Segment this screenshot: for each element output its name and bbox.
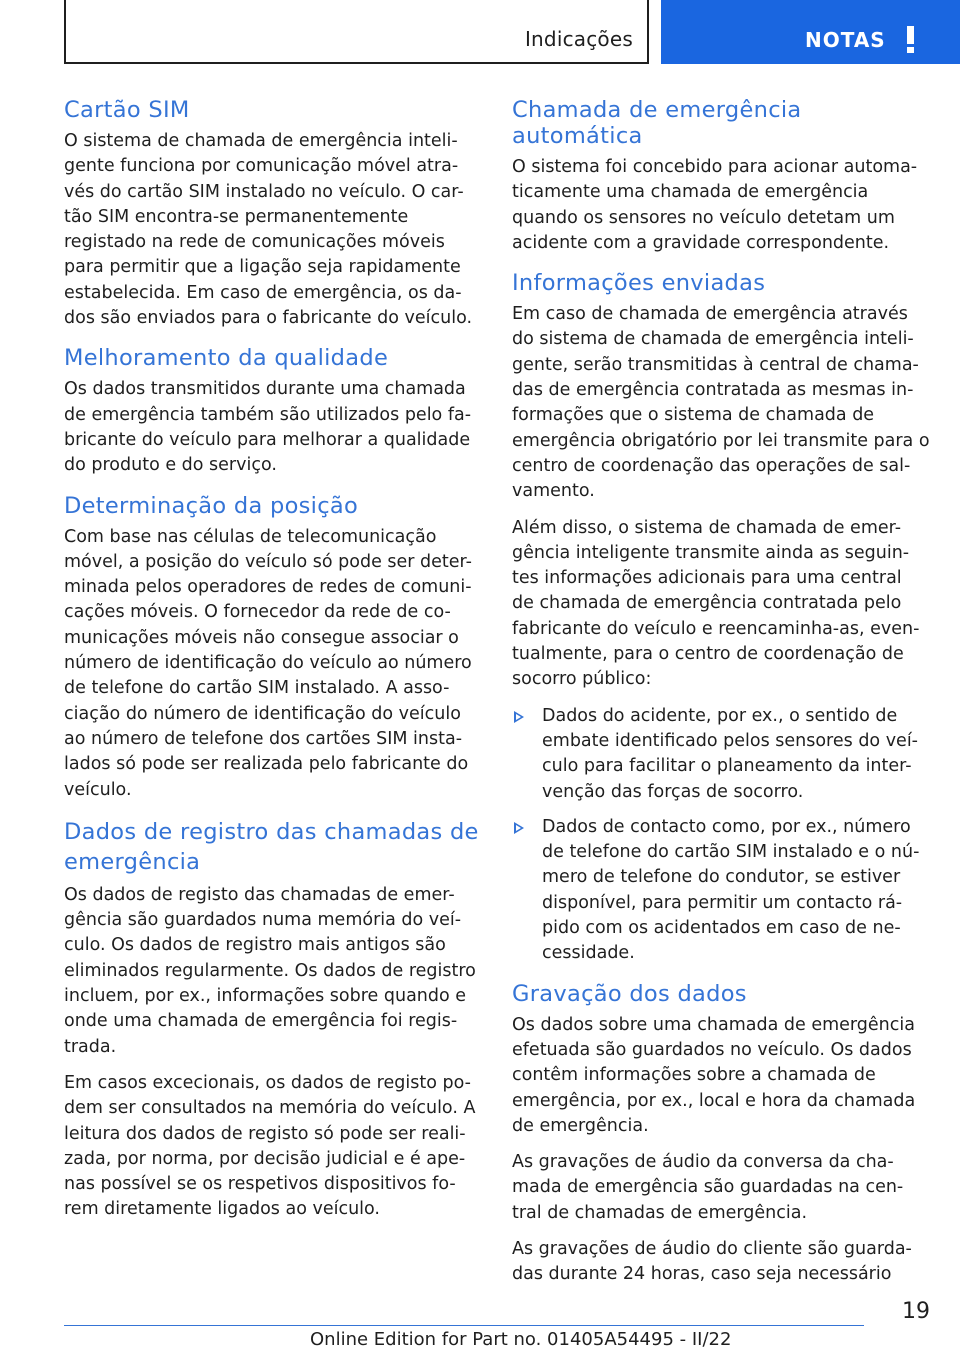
body-paragraph: Em casos excecionais, os dados de registo po- dem ser consultados na memória do veículo. A leitura dos dados de registo só pode ser reali- zada, por norma, por decisão judicial e é ape- nas possível se os respetivos dispositivos fo- rem diretamente ligados ao veículo.: [64, 1072, 476, 1220]
section-heading: Dados de registro das chamadas de emergência: [64, 818, 479, 875]
body-paragraph: Além disso, o sistema de chamada de emer- gência inteligente transmite ainda as seguin- tes informações adicionais para uma central de chamada de emergência contratada pelo fabricante do veículo e reencaminha-as, even- tualmente, para o centro de coordenação de socorro público:: [512, 517, 920, 690]
exclamation-icon: [906, 26, 916, 54]
section-data-recording: [512, 981, 932, 1288]
body-paragraph: Os dados transmitidos durante uma chamada de emergência também são utilizados pelo fa- bricante do veículo para melhorar a qualidade do produto e do serviço.: [64, 379, 472, 476]
section-position-determination: [64, 493, 484, 803]
body-paragraph: Os dados de registo das chamadas de emer- gência são guardados numa memória do veí- culo. Os dados de registro mais antigos são eliminados regularmente. Os dados de registro incluem, por ex., informações sobre quando e onde uma chamada de emergência foi regis- trada.: [64, 884, 476, 1057]
section-sim-card: [64, 97, 484, 331]
header-section-title: Indicações: [524, 27, 633, 51]
footer-divider: [64, 1325, 864, 1326]
section-quality-improvement: [64, 345, 484, 478]
list-item: [512, 704, 932, 805]
section-heading: Gravação dos dados: [512, 980, 747, 1007]
body-paragraph: As gravações de áudio da conversa da cha- mada de emergência são guardadas na cen- tral de chamadas de emergência.: [512, 1152, 904, 1223]
triangle-bullet-icon: [514, 711, 524, 723]
section-heading: Chamada de emergência automática: [512, 97, 802, 149]
list-item: [512, 815, 932, 967]
header-chapter-title: NOTAS: [805, 28, 886, 52]
section-sent-information: [512, 270, 932, 966]
list-item-text: Dados do acidente, por ex., o sentido de embate identificado pelos sensores do veí- culo para facilitar o planeamento da inter- venção das forças de socorro.: [542, 705, 918, 802]
body-paragraph: O sistema de chamada de emergência inteli- gente funciona por comunicação móvel atra- vés do cartão SIM instalado no veículo. O car- tão SIM encontra-se permanentemente registado na rede de comunicações móveis para permitir que a ligação seja rapidamente estabelecida. Em caso de emergência, os da- dos são enviados para o fabricante do veículo.: [64, 131, 473, 329]
body-paragraph: O sistema foi concebido para acionar automa- ticamente uma chamada de emergência quando os sensores no veículo detetam um acidente com a gravidade correspondente.: [512, 157, 918, 253]
body-paragraph: Com base nas células de telecomunicação móvel, a posição do veículo só pode ser deter- minada pelos operadores de redes de comuni- cações móveis. O fornecedor da rede de co- municações móveis não consegue associar o número de identificação do veículo ao número de telefone do cartão SIM instalado. A asso- ciação do número de identificação do veículo ao número de telefone dos cartões SIM insta- lados só pode ser realizada pelo fabricante do veículo.: [64, 526, 472, 800]
header-chapter-tab: [661, 0, 960, 64]
footer-edition-text: Online Edition for Part no. 01405A54495 - II/22: [310, 1329, 732, 1350]
section-heading: Cartão SIM: [64, 97, 190, 123]
section-registry-data: [64, 817, 484, 1223]
body-paragraph: Os dados sobre uma chamada de emergência efetuada são guardados no veículo. Os dados contêm informações sobre a chamada de emergência, por ex., local e hora da chamada de emergência.: [512, 1014, 916, 1136]
body-paragraph: As gravações de áudio do cliente são guarda- das durante 24 horas, caso seja necessário: [512, 1238, 912, 1285]
bullet-list: [512, 704, 932, 967]
section-heading: Melhoramento da qualidade: [64, 345, 389, 372]
section-heading: Determinação da posição: [64, 492, 359, 519]
left-column: [64, 97, 484, 1237]
header-section-box: [64, 0, 649, 64]
section-automatic-call: [512, 97, 932, 256]
page-number: 19: [902, 1299, 930, 1324]
triangle-bullet-icon: [514, 822, 524, 834]
list-item-text: Dados de contacto como, por ex., número de telefone do cartão SIM instalado e o nú- mero de telefone do condutor, se estiver disponível, para permitir um contacto rá- pido com os acidentados em caso de ne- cessidade.: [542, 816, 920, 964]
body-paragraph: Em caso de chamada de emergência através do sistema de chamada de emergência inteli- gente, serão transmitidas à central de chama- das de emergência contratada as mesmas in- formações que o sistema de chamada de emergência obrigatório por lei transmite para o centro de coordenação das operações de sal- vamento.: [512, 304, 930, 502]
right-column: [512, 97, 932, 1302]
section-heading: Informações enviadas: [512, 270, 766, 297]
